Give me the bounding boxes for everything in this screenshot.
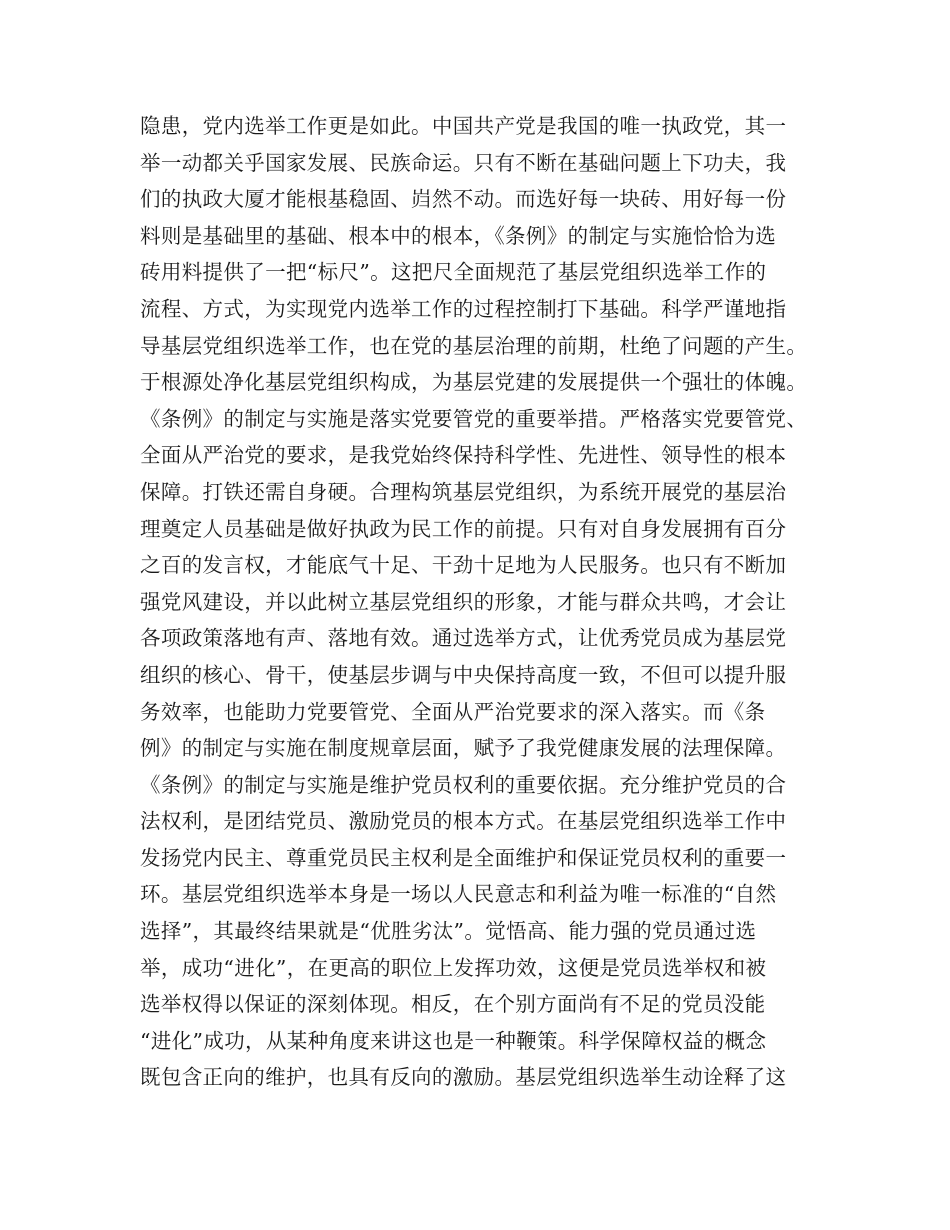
text-line: 例》的制定与实施在制度规章层面，赋予了我党健康发展的法理保障。	[140, 736, 787, 761]
text-line: 法权利，是团结党员、激励党员的根本方式。在基层党组织选举工作中	[140, 809, 787, 834]
text-line: 环。基层党组织选举本身是一场以人民意志和利益为唯一标准的“自然	[140, 882, 777, 907]
text-line: 《条例》的制定与实施是维护党员权利的重要依据。充分维护党员的合	[140, 772, 787, 797]
text-line: “进化”成功，从某种角度来讲这也是一种鞭策。科学保障权益的概念	[140, 1028, 767, 1053]
text-line: 保障。打铁还需自身硬。合理构筑基层党组织，为系统开展党的基层治	[140, 479, 787, 504]
body-text	[140, 108, 840, 1096]
text-line: 们的执政大厦才能根基稳固、岿然不动。而选好每一块砖、用好每一份	[140, 187, 787, 212]
text-line: 选择”，其最终结果就是“优胜劣汰”。觉悟高、能力强的党员通过选	[140, 919, 757, 944]
text-line: 务效率，也能助力党要管党、全面从严治党要求的深入落实。而《条	[140, 699, 766, 724]
text-line: 流程、方式，为实现党内选举工作的过程控制打下基础。科学严谨地指	[140, 296, 787, 321]
text-line: 选举权得以保证的深刻体现。相反，在个别方面尚有不足的党员没能	[140, 992, 766, 1017]
text-line: 发扬党内民主、尊重党员民主权利是全面维护和保证党员权利的重要一	[140, 845, 787, 870]
text-line: 导基层党组织选举工作，也在党的基层治理的前期，杜绝了问题的产生。	[140, 333, 808, 358]
text-line: 各项政策落地有声、落地有效。通过选举方式，让优秀党员成为基层党	[140, 626, 787, 651]
text-line: 砖用料提供了一把“标尺”。这把尺全面规范了基层党组织选举工作的	[140, 260, 767, 285]
text-line: 《条例》的制定与实施是落实党要管党的重要举措。严格落实党要管党、	[140, 406, 808, 431]
text-line: 全面从严治党的要求，是我党始终保持科学性、先进性、领导性的根本	[140, 443, 787, 468]
text-line: 举，成功“进化”，在更高的职位上发挥功效，这便是党员选举权和被	[140, 955, 767, 980]
text-line: 强党风建设，并以此树立基层党组织的形象，才能与群众共鸣，才会让	[140, 589, 787, 614]
text-line: 隐患，党内选举工作更是如此。中国共产党是我国的唯一执政党，其一	[140, 114, 787, 138]
text-line: 组织的核心、骨干，使基层步调与中央保持高度一致，不但可以提升服	[140, 662, 787, 687]
text-line: 理奠定人员基础是做好执政为民工作的前提。只有对自身发展拥有百分	[140, 516, 787, 541]
text-line: 之百的发言权，才能底气十足、干劲十足地为人民服务。也只有不断加	[140, 553, 787, 578]
text-line: 于根源处净化基层党组织构成，为基层党建的发展提供一个强壮的体魄。	[140, 370, 808, 395]
text-line: 举一动都关乎国家发展、民族命运。只有不断在基础问题上下功夫，我	[140, 150, 787, 175]
text-line: 料则是基础里的基础、根本中的根本，《条例》的制定与实施恰恰为选	[140, 223, 777, 248]
text-line: 既包含正向的维护，也具有反向的激励。基层党组织选举生动诠释了这	[140, 1065, 787, 1090]
